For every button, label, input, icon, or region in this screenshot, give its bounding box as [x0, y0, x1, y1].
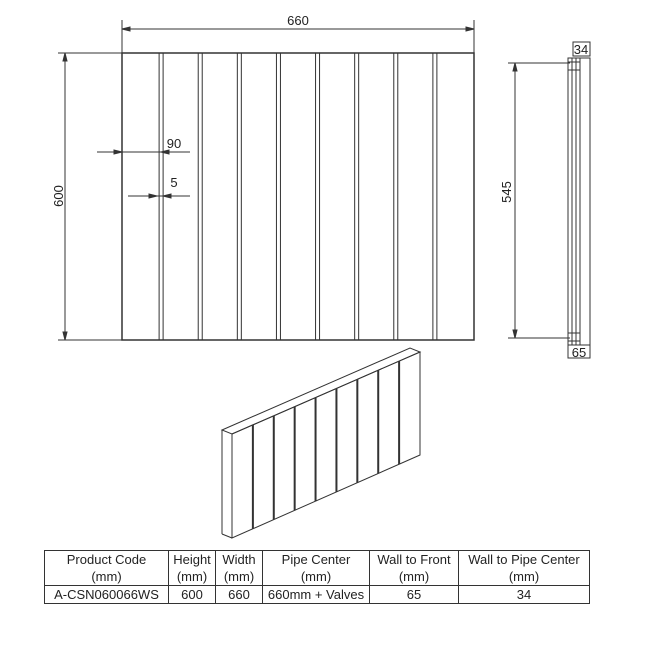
height-dimension-label: 600	[51, 185, 66, 207]
header-pipe-center: Pipe Center (mm)	[263, 551, 370, 586]
column-dividers	[159, 53, 437, 340]
header-wall-to-front: Wall to Front (mm)	[370, 551, 459, 586]
front-view	[51, 13, 474, 340]
header-height: Height (mm)	[169, 551, 216, 586]
cell-wall-to-pipe-center: 34	[459, 586, 590, 604]
specification-table	[44, 550, 590, 604]
column-width-label: 90	[166, 136, 182, 151]
cell-height: 600	[169, 586, 216, 604]
gap-label: 5	[170, 175, 178, 190]
header-width: Width (mm)	[216, 551, 263, 586]
table-header-row	[45, 551, 590, 586]
table-row	[45, 586, 590, 604]
cell-wall-to-front: 65	[370, 586, 459, 604]
pipe-center-label: 545	[499, 181, 514, 203]
cell-product-code: A-CSN060066WS	[45, 586, 169, 604]
wall-to-front-label: 65	[571, 345, 587, 360]
cell-width: 660	[216, 586, 263, 604]
header-product-code: Product Code (mm)	[45, 551, 169, 586]
header-wall-to-pipe-center: Wall to Pipe Center (mm)	[459, 551, 590, 586]
wall-to-pipe-label: 34	[573, 42, 589, 57]
cell-pipe-center: 660mm + Valves	[263, 586, 370, 604]
side-view	[499, 42, 590, 360]
isometric-view	[222, 348, 420, 538]
width-dimension-label: 660	[287, 13, 309, 28]
